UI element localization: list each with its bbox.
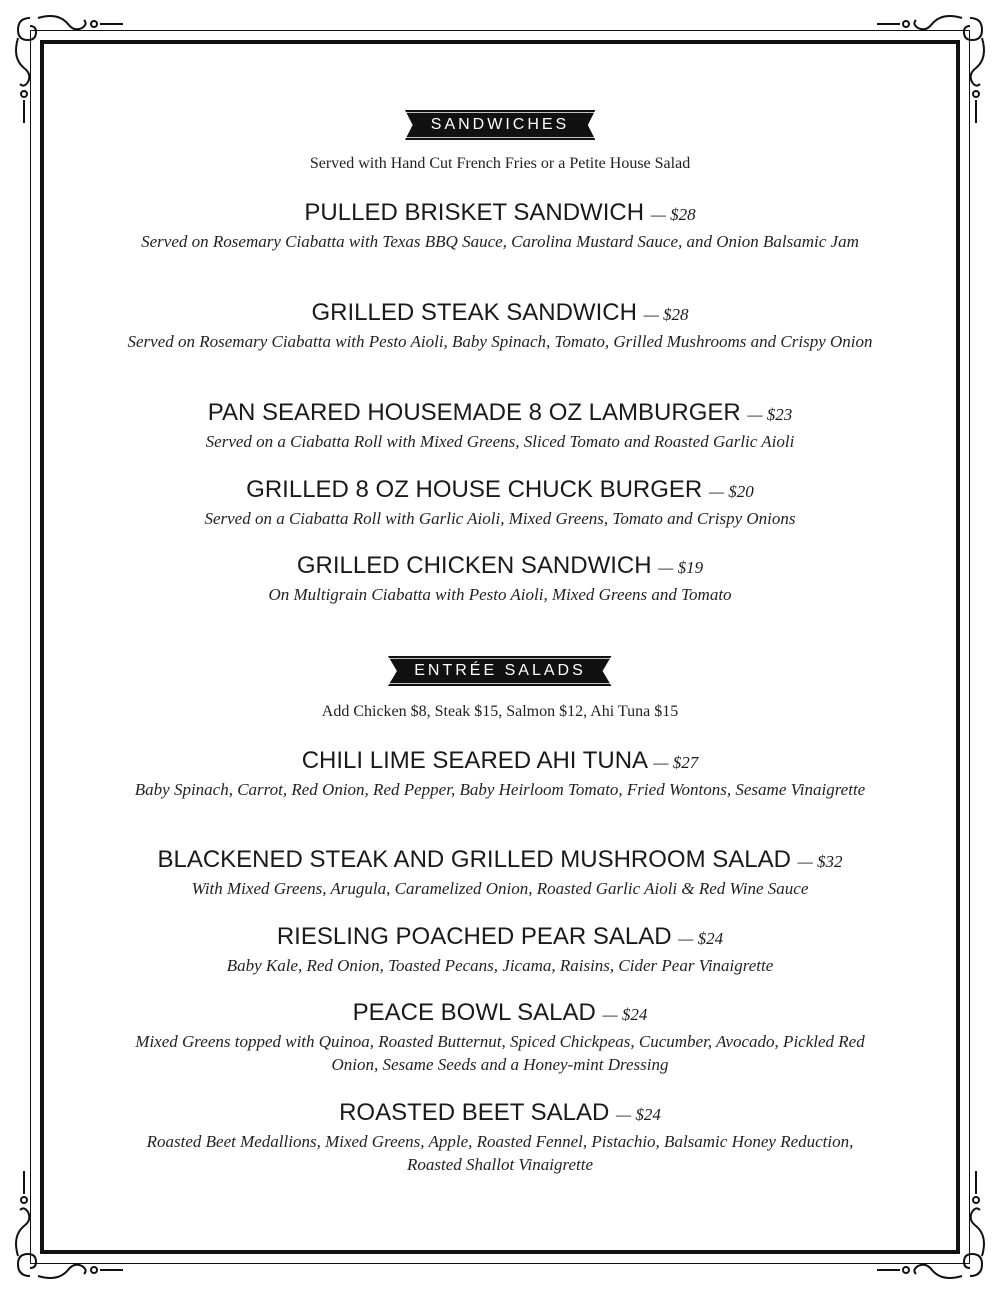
item-description: Served on a Ciabatta Roll with Mixed Greens, Sliced Tomato and Roasted Garlic Aioli (205, 432, 795, 451)
item-name: GRILLED CHICKEN SANDWICH (296, 552, 652, 579)
item-name: PAN SEARED HOUSEMADE 8 OZ LAMBURGER (207, 399, 741, 426)
item-name: GRILLED STEAK SANDWICH (311, 299, 637, 326)
corner-flourish-icon (872, 1166, 992, 1286)
item-description: Mixed Greens topped with Quinoa, Roasted Butternut, Spiced Chickpeas, Cucumber, Avocado, Pickled Red Onion, Sesame Seeds and a Honey-mint Dressing (135, 1032, 865, 1074)
menu-item (120, 922, 880, 977)
item-price: — $32 (797, 852, 843, 871)
item-name: PEACE BOWL SALAD (352, 999, 596, 1026)
item-name: ROASTED BEET SALAD (339, 1099, 610, 1126)
item-description: Served on Rosemary Ciabatta with Texas BBQ Sauce, Carolina Mustard Sauce, and Onion Balsamic Jam (141, 232, 859, 251)
section-heading: ENTRÉE SALADS (414, 662, 586, 679)
item-price: — $24 (616, 1105, 661, 1124)
section-banner-sandwiches (0, 110, 1000, 140)
item-description: Roasted Beet Medallions, Mixed Greens, Apple, Roasted Fennel, Pistachio, Balsamic Honey Reduction, Roasted Shallot Vinaigrette (146, 1132, 854, 1174)
item-price: — $24 (678, 929, 724, 948)
item-description: Baby Spinach, Carrot, Red Onion, Red Pepper, Baby Heirloom Tomato, Fried Wontons, Sesame Vinaigrette (134, 780, 866, 799)
item-description: Served on Rosemary Ciabatta with Pesto Aioli, Baby Spinach, Tomato, Grilled Mushrooms and Crispy Onion (127, 332, 873, 351)
banner (405, 110, 595, 140)
item-price: — $24 (602, 1005, 648, 1024)
menu-item (120, 845, 880, 900)
item-name: CHILI LIME SEARED AHI TUNA (301, 747, 647, 774)
item-price: — $27 (653, 753, 699, 772)
item-name: RIESLING POACHED PEAR SALAD (276, 923, 672, 950)
menu-item (120, 298, 880, 353)
item-description: With Mixed Greens, Arugula, Caramelized Onion, Roasted Garlic Aioli & Red Wine Sauce (191, 879, 809, 898)
section-banner-entree-salads (0, 656, 1000, 686)
menu-item (120, 551, 880, 606)
item-name: GRILLED 8 OZ HOUSE CHUCK BURGER (246, 476, 703, 503)
section-note: Served with Hand Cut French Fries or a Petite House Salad (309, 155, 691, 172)
menu-item (120, 1098, 880, 1176)
item-price: — $28 (650, 205, 696, 224)
item-price: — $28 (643, 305, 689, 324)
item-description: Served on a Ciabatta Roll with Garlic Aioli, Mixed Greens, Tomato and Crispy Onions (204, 509, 796, 528)
corner-flourish-icon (8, 1166, 128, 1286)
item-description: Baby Kale, Red Onion, Toasted Pecans, Jicama, Raisins, Cider Pear Vinaigrette (226, 956, 774, 975)
menu-item (120, 198, 880, 253)
item-price: — $20 (708, 482, 754, 501)
banner (388, 656, 611, 686)
menu-item (120, 475, 880, 530)
item-price: — $23 (747, 405, 793, 424)
menu-item (120, 998, 880, 1076)
menu-item (120, 398, 880, 453)
section-note: Add Chicken $8, Steak $15, Salmon $12, Ahi Tuna $15 (321, 703, 679, 720)
item-name: BLACKENED STEAK AND GRILLED MUSHROOM SALAD (157, 846, 791, 873)
menu-item (120, 746, 880, 801)
item-name: PULLED BRISKET SANDWICH (304, 199, 645, 226)
item-price: — $19 (658, 558, 704, 577)
item-description: On Multigrain Ciabatta with Pesto Aioli, Mixed Greens and Tomato (268, 585, 732, 604)
section-heading: SANDWICHES (430, 116, 570, 133)
